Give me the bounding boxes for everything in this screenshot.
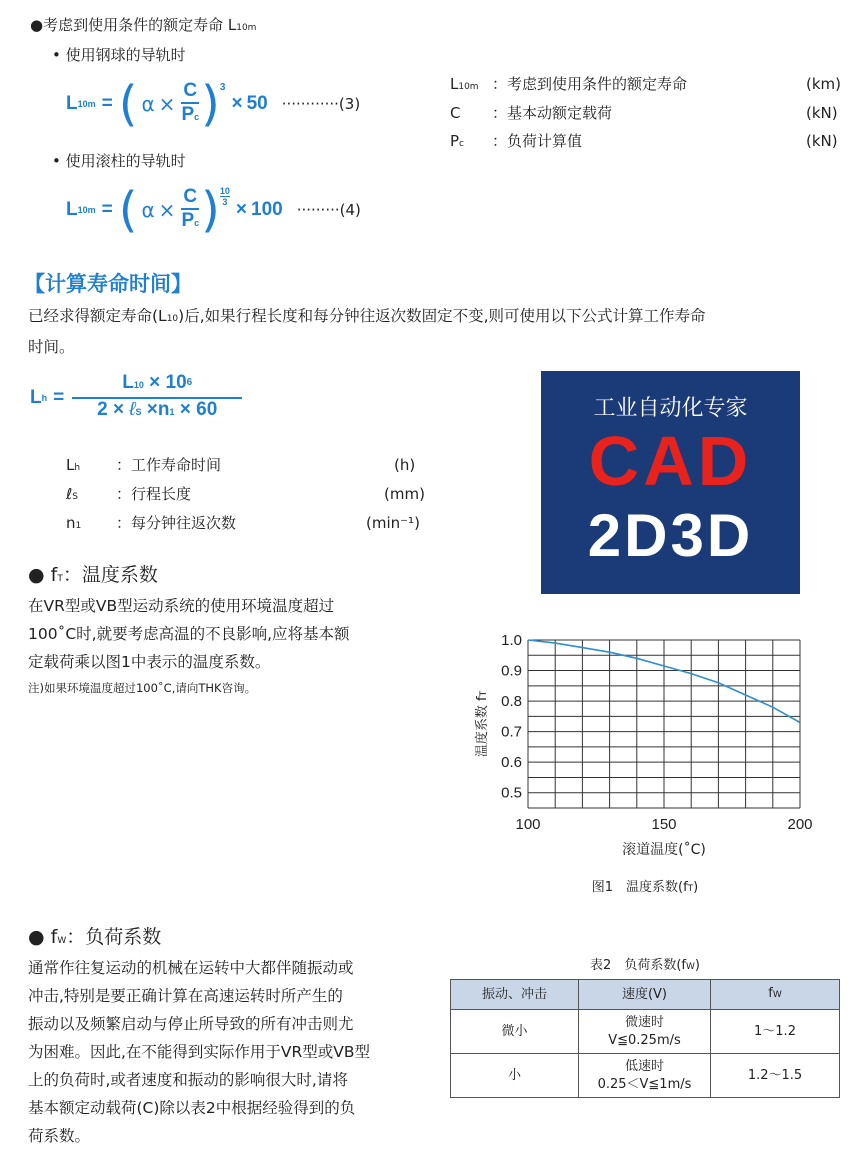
def-unit: (kN) [806, 132, 838, 150]
def-unit: (mm) [384, 485, 425, 503]
temperature-note: 注)如果环境温度超过100˚C,请向THK咨询。 [28, 681, 257, 695]
y-tick-label: 0.8 [501, 693, 522, 711]
y-axis-label: 温度系数 fT [475, 690, 490, 758]
def-symbol: n1 [66, 514, 82, 532]
def-description: ：考虑到使用条件的额定寿命 [492, 75, 688, 93]
x-tick-label: 150 [651, 816, 677, 833]
table-header: 振动、冲击 [451, 980, 579, 1010]
table-cell: 小 [451, 1054, 579, 1098]
lifetime-heading: 【计算寿命时间】 [24, 272, 192, 296]
load-factor-table [450, 979, 840, 1098]
ball-guide-bullet: • 使用钢球的导轨时 [52, 46, 186, 64]
temperature-factor-title: ● fT：温度系数 [28, 564, 158, 586]
def-unit: (km) [806, 75, 842, 93]
table-row [451, 1010, 840, 1054]
equation-4: L 10m = ( α × $\frac{C}{Pc}$ ) $\frac{10}{3}$ × 100 ·········(4) [66, 182, 361, 238]
def-symbol: C [450, 104, 461, 122]
temperature-chart-svg [470, 625, 830, 865]
logo-line-2: CAD [588, 422, 753, 500]
def-description: ：负荷计算值 [492, 132, 583, 150]
def-unit: (min⁻¹) [366, 514, 420, 532]
table-cell: 微小 [451, 1010, 579, 1054]
def-symbol: L10m [450, 75, 479, 93]
temperature-chart [470, 625, 830, 865]
load-factor-title: ● fW：负荷系数 [28, 926, 162, 948]
temperature-factor-text: 在VR型或VB型运动系统的使用环境温度超过 100˚C时,就要考虑高温的不良影响,应将基本额 定载荷乘以图1中表示的温度系数。 [28, 597, 350, 671]
def-description: ：行程长度 [116, 485, 192, 503]
x-tick-label: 200 [787, 816, 813, 833]
table-cell: 1.2～1.5 [711, 1054, 840, 1098]
table-cell: 微速时 V≦0.25m/s [579, 1010, 711, 1054]
x-axis-label: 滚道温度(˚C) [622, 842, 706, 858]
def-symbol: Lh [66, 456, 81, 474]
lifetime-formula: L h = $\frac{L10 \times 10^6}{\text{2 × ℓS ×n1 × 60}}$ [30, 372, 244, 423]
roller-guide-bullet: • 使用滚柱的导轨时 [52, 152, 186, 170]
y-tick-label: 0.7 [501, 723, 522, 741]
def-unit: (h) [394, 456, 416, 474]
y-tick-label: 0.6 [501, 754, 522, 772]
cad-logo [541, 371, 800, 594]
def-unit: (kN) [806, 104, 838, 122]
y-axis-label-sub: T [479, 690, 489, 697]
table-cell: 1～1.2 [711, 1010, 840, 1054]
y-tick-label: 1.0 [501, 632, 522, 649]
def-description: ：工作寿命时间 [116, 456, 222, 474]
table-header-row [451, 980, 840, 1010]
equation-3: L 10m = ( α × $\frac{C}{Pc}$ ) 3 × 50 ············(3) [66, 76, 361, 132]
def-symbol: ℓS [66, 485, 78, 503]
y-tick-label: 0.9 [501, 662, 522, 680]
table-row [451, 1054, 840, 1098]
def-description: ：基本动额定载荷 [492, 104, 613, 122]
chart-caption: 图1 温度系数(fT) [591, 880, 699, 895]
table-header: fW [711, 980, 840, 1010]
load-factor-text: 通常作往复运动的机械在运转中大都伴随振动或 冲击,特别是要正确计算在高速运转时所产生的 振动以及频繁启动与停止所导致的所有冲击则尤 为困难。因此,在不能得到实际作用于VR型或VB型 上的负荷时,或者速度和振动的影响很大时,请将 基本额定动载荷(C)除以表2中根据经验得到的负 荷系数。 [28, 959, 371, 1145]
def-symbol: Pc [450, 132, 464, 150]
y-tick-label: 0.5 [501, 784, 522, 802]
rated-life-title: ●考虑到使用条件的额定寿命 L10m [30, 16, 257, 34]
def-description: ：每分钟往返次数 [116, 514, 237, 532]
logo-line-1: 工业自动化专家 [593, 396, 748, 421]
x-tick-label: 100 [515, 816, 541, 833]
table-caption: 表2 负荷系数(fW) [590, 958, 700, 973]
table-cell: 低速时 0.25＜V≦1m/s [579, 1054, 711, 1098]
logo-line-3: 2D3D [587, 502, 754, 569]
table-header: 速度(V) [579, 980, 711, 1010]
lifetime-paragraph: 已经求得额定寿命(L10)后,如果行程长度和每分钟往返次数固定不变,则可使用以下公式计算工作寿命 时间。 [28, 307, 706, 356]
